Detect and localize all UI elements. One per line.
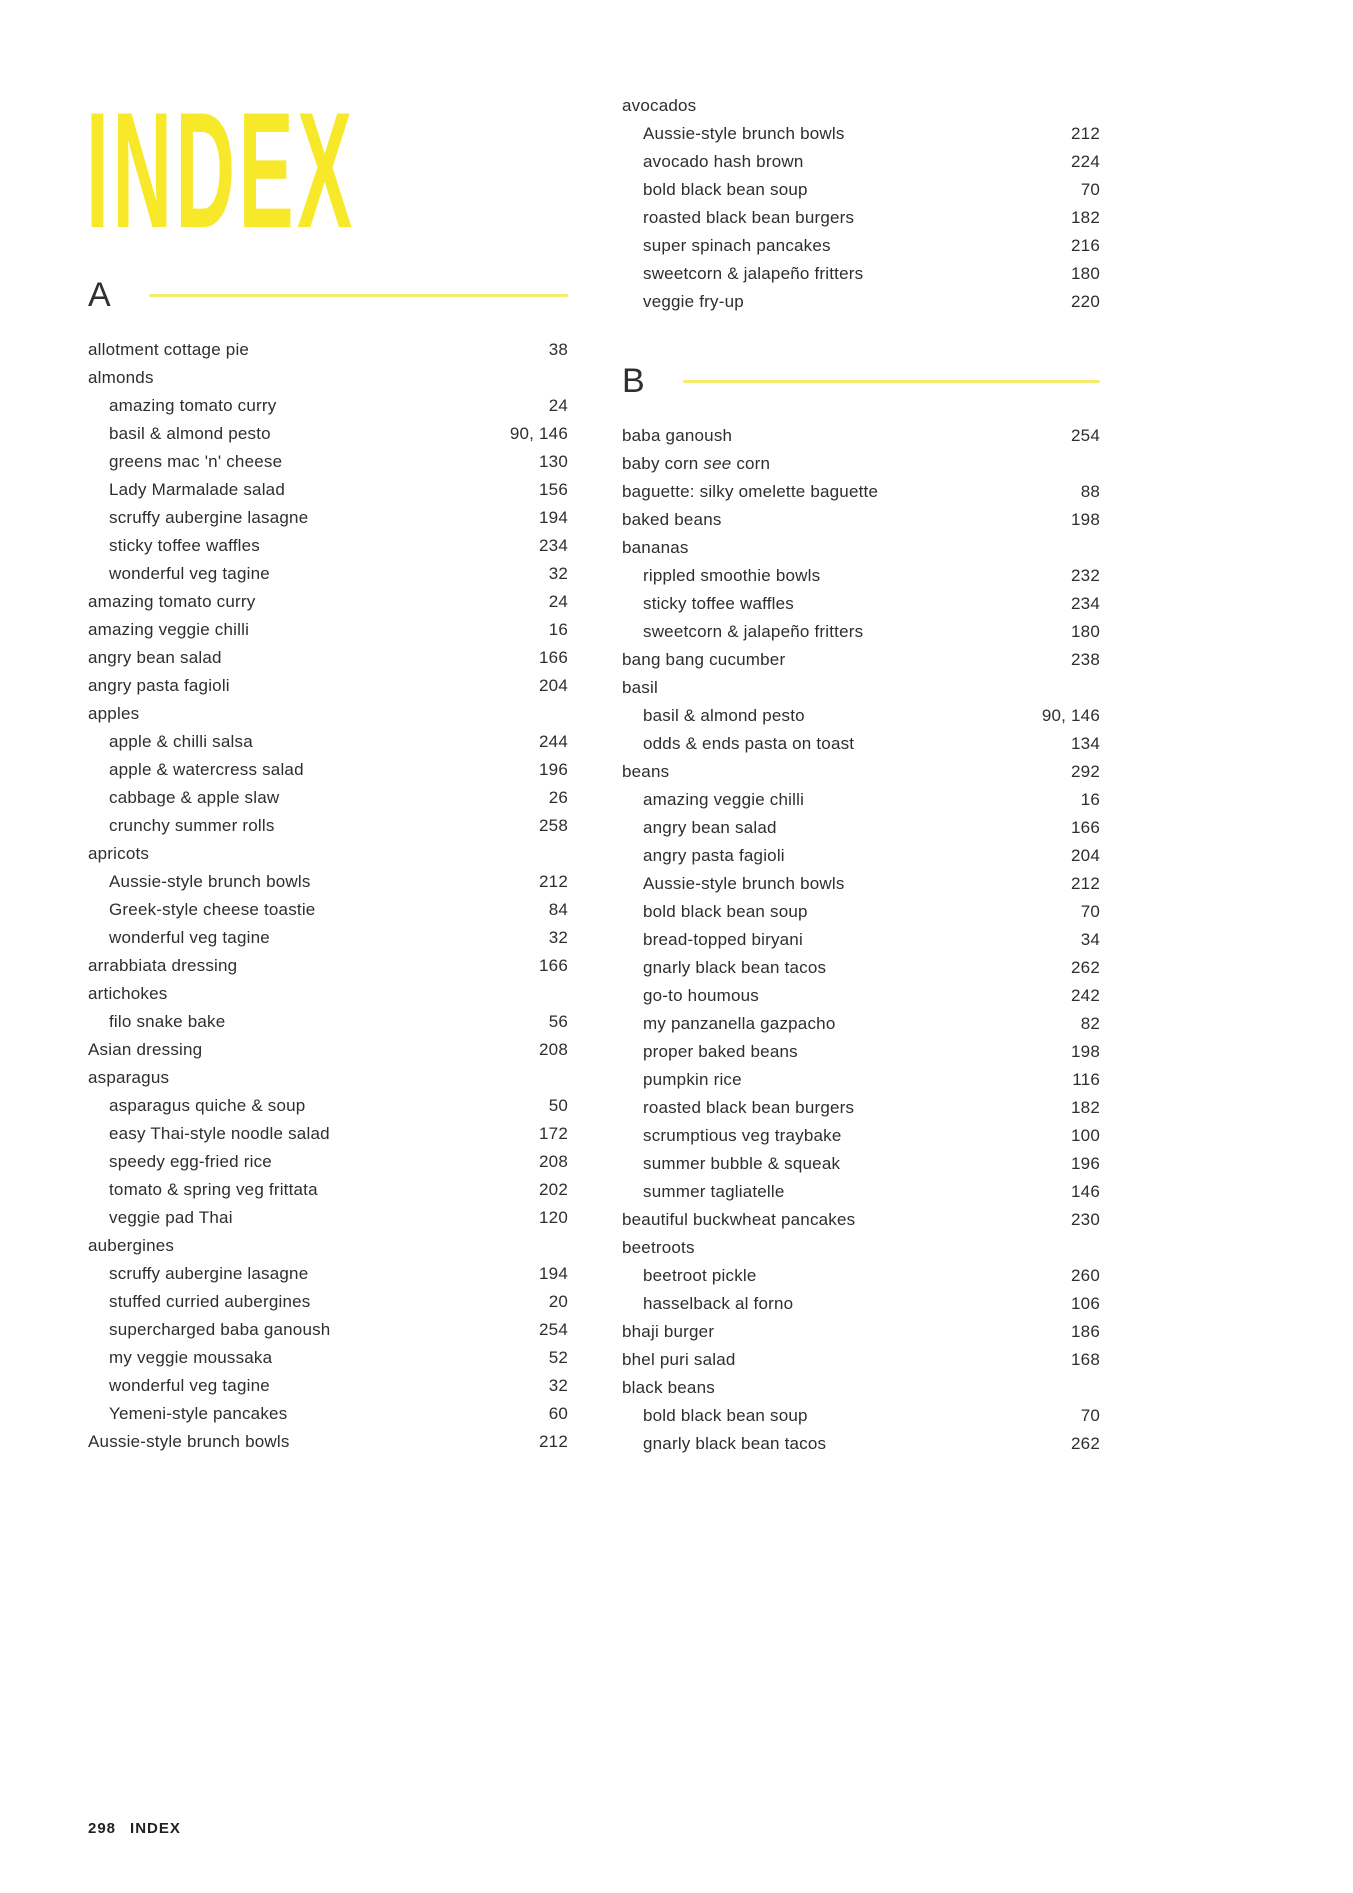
entry-page-numbers: 24 [548, 396, 568, 415]
index-entry [622, 292, 1100, 320]
entry-page-numbers: 216 [1071, 236, 1100, 255]
index-entry [88, 788, 568, 816]
index-entry [88, 1320, 568, 1348]
index-entry [88, 1348, 568, 1376]
page-footer [88, 1820, 181, 1837]
index-entry [622, 762, 1100, 790]
section-rule [149, 294, 568, 297]
entry-label: baguette: silky omelette baguette [622, 482, 879, 501]
entry-label: artichokes [88, 984, 168, 1003]
entry-label: Aussie-style brunch bowls [643, 124, 845, 143]
index-entry [88, 396, 568, 424]
entry-page-numbers: 84 [548, 900, 568, 919]
index-entry [622, 958, 1100, 986]
index-entry [622, 1210, 1100, 1238]
entry-label: asparagus [88, 1068, 170, 1087]
entry-label: cabbage & apple slaw [109, 788, 280, 807]
entry-page-numbers: 208 [539, 1152, 568, 1171]
index-entry [622, 1014, 1100, 1042]
index-entry [88, 340, 568, 368]
section-letter: A [88, 276, 111, 314]
entry-label: beans [622, 762, 670, 781]
entry-label: sweetcorn & jalapeño fritters [643, 622, 864, 641]
entry-page-numbers: 220 [1071, 292, 1100, 311]
entry-page-numbers: 116 [1072, 1070, 1100, 1089]
index-entry [88, 1292, 568, 1320]
index-entry [88, 1040, 568, 1068]
entry-label: Lady Marmalade salad [109, 480, 285, 499]
index-entry [622, 1406, 1100, 1434]
index-entry [622, 846, 1100, 874]
section-letter: B [622, 362, 645, 400]
index-entry [622, 1266, 1100, 1294]
entry-page-numbers: 166 [539, 648, 568, 667]
index-entry [622, 180, 1100, 208]
entry-page-numbers: 182 [1071, 208, 1100, 227]
entry-page-numbers: 82 [1080, 1014, 1100, 1033]
entry-label: angry bean salad [643, 818, 777, 837]
index-entry [622, 818, 1100, 846]
entry-label: Aussie-style brunch bowls [643, 874, 845, 893]
entry-label: stuffed curried aubergines [109, 1292, 311, 1311]
entry-list [88, 340, 568, 1460]
entry-label: baked beans [622, 510, 722, 529]
entry-label: apple & chilli salsa [109, 732, 253, 751]
entry-page-numbers: 26 [548, 788, 568, 807]
entry-page-numbers: 232 [1071, 566, 1100, 585]
entry-page-numbers: 196 [1071, 1154, 1100, 1173]
index-entry [622, 986, 1100, 1014]
entry-label: greens mac 'n' cheese [109, 452, 283, 471]
entry-label: scruffy aubergine lasagne [109, 508, 309, 527]
index-entry [622, 1378, 1100, 1406]
index-entry [88, 816, 568, 844]
index-entry [622, 1434, 1100, 1462]
entry-page-numbers: 202 [539, 1180, 568, 1199]
index-entry [88, 956, 568, 984]
entry-label: Yemeni-style pancakes [109, 1404, 288, 1423]
entry-page-numbers: 196 [539, 760, 568, 779]
entry-page-numbers: 166 [539, 956, 568, 975]
index-entry [622, 650, 1100, 678]
entry-label: pumpkin rice [643, 1070, 742, 1089]
entry-page-numbers: 34 [1080, 930, 1100, 949]
entry-label: scruffy aubergine lasagne [109, 1264, 309, 1283]
entry-page-numbers: 16 [548, 620, 568, 639]
entry-page-numbers: 56 [548, 1012, 568, 1031]
index-entry [88, 1208, 568, 1236]
entry-page-numbers: 180 [1071, 264, 1100, 283]
entry-label: gnarly black bean tacos [643, 1434, 827, 1453]
index-entry [622, 208, 1100, 236]
index-entry [622, 566, 1100, 594]
entry-page-numbers: 146 [1071, 1182, 1100, 1201]
entry-label: amazing veggie chilli [88, 620, 250, 639]
index-entry [88, 1152, 568, 1180]
entry-label: amazing tomato curry [88, 592, 256, 611]
index-entry [88, 424, 568, 452]
entry-page-numbers: 172 [539, 1124, 568, 1143]
index-entry [88, 732, 568, 760]
index-entry [88, 1376, 568, 1404]
entry-page-numbers: 234 [539, 536, 568, 555]
footer-label: INDEX [130, 1820, 181, 1837]
index-entry [88, 1236, 568, 1264]
entry-label: veggie pad Thai [109, 1208, 233, 1227]
entry-page-numbers: 182 [1071, 1098, 1100, 1117]
index-entry [622, 1042, 1100, 1070]
entry-page-numbers: 242 [1071, 986, 1100, 1005]
entry-page-numbers: 204 [1071, 846, 1100, 865]
index-entry [622, 1070, 1100, 1098]
index-entry [622, 454, 1100, 482]
entry-page-numbers: 212 [1071, 874, 1100, 893]
entry-label: black beans [622, 1378, 715, 1397]
index-entry [622, 264, 1100, 292]
entry-page-numbers: 120 [539, 1208, 568, 1227]
index-entry [88, 844, 568, 872]
entry-label: Aussie-style brunch bowls [109, 872, 311, 891]
entry-page-numbers: 88 [1080, 482, 1100, 501]
index-entry [622, 1294, 1100, 1322]
index-entry [88, 1180, 568, 1208]
index-entry [622, 1350, 1100, 1378]
entry-page-numbers: 224 [1071, 152, 1100, 171]
entry-page-numbers: 238 [1071, 650, 1100, 669]
entry-list [622, 96, 1100, 320]
entry-page-numbers: 212 [539, 872, 568, 891]
index-entry [622, 236, 1100, 264]
entry-label: sticky toffee waffles [643, 594, 794, 613]
page-title: INDEX [86, 78, 356, 262]
entry-page-numbers: 130 [539, 452, 568, 471]
entry-label: tomato & spring veg frittata [109, 1180, 318, 1199]
entry-page-numbers: 90, 146 [509, 424, 568, 443]
entry-label: bhel puri salad [622, 1350, 736, 1369]
entry-label: gnarly black bean tacos [643, 958, 827, 977]
entry-label: proper baked beans [643, 1042, 798, 1061]
entry-label: basil [622, 678, 658, 697]
footer-page-number: 298 [88, 1820, 117, 1837]
section-heading-a [88, 278, 568, 312]
entry-label: beautiful buckwheat pancakes [622, 1210, 856, 1229]
entry-page-numbers: 70 [1080, 180, 1100, 199]
entry-page-numbers: 208 [539, 1040, 568, 1059]
entry-label: Asian dressing [88, 1040, 203, 1059]
index-entry [88, 564, 568, 592]
entry-page-numbers: 234 [1071, 594, 1100, 613]
entry-page-numbers: 24 [548, 592, 568, 611]
entry-page-numbers: 198 [1071, 1042, 1100, 1061]
entry-label: summer tagliatelle [643, 1182, 785, 1201]
entry-label: go-to houmous [643, 986, 760, 1005]
entry-label: basil & almond pesto [643, 706, 805, 725]
index-entry [88, 1124, 568, 1152]
entry-page-numbers: 134 [1071, 734, 1100, 753]
index-entry [622, 510, 1100, 538]
entry-page-numbers: 292 [1071, 762, 1100, 781]
entry-page-numbers: 230 [1071, 1210, 1100, 1229]
entry-label: asparagus quiche & soup [109, 1096, 306, 1115]
index-entry [622, 706, 1100, 734]
entry-label: aubergines [88, 1236, 175, 1255]
entry-list [622, 426, 1100, 1462]
index-entry [622, 96, 1100, 124]
index-entry [622, 1154, 1100, 1182]
entry-label: beetroots [622, 1238, 695, 1257]
index-entry [88, 480, 568, 508]
index-entry [622, 482, 1100, 510]
entry-page-numbers: 194 [539, 1264, 568, 1283]
index-entry [88, 508, 568, 536]
index-entry [88, 676, 568, 704]
entry-label: wonderful veg tagine [109, 1376, 270, 1395]
entry-label: amazing veggie chilli [643, 790, 805, 809]
index-entry [88, 648, 568, 676]
entry-label: allotment cottage pie [88, 340, 250, 359]
entry-label: scrumptious veg traybake [643, 1126, 842, 1145]
entry-page-numbers: 52 [548, 1348, 568, 1367]
index-entry [88, 1068, 568, 1096]
entry-page-numbers: 204 [539, 676, 568, 695]
entry-label: avocado hash brown [643, 152, 804, 171]
entry-label: summer bubble & squeak [643, 1154, 841, 1173]
entry-page-numbers: 106 [1071, 1294, 1100, 1313]
index-entry [88, 900, 568, 928]
entry-page-numbers: 90, 146 [1041, 706, 1100, 725]
entry-label: angry pasta fagioli [643, 846, 785, 865]
index-entry [88, 1096, 568, 1124]
index-entry [88, 1404, 568, 1432]
entry-page-numbers: 100 [1071, 1126, 1100, 1145]
entry-page-numbers: 186 [1071, 1322, 1100, 1341]
index-entry [88, 368, 568, 396]
entry-label: wonderful veg tagine [109, 928, 270, 947]
entry-page-numbers: 32 [548, 564, 568, 583]
entry-page-numbers: 70 [1080, 1406, 1100, 1425]
entry-page-numbers: 70 [1080, 902, 1100, 921]
index-entry [622, 1098, 1100, 1126]
entry-label: bold black bean soup [643, 902, 808, 921]
entry-label: apricots [88, 844, 150, 863]
entry-label: bang bang cucumber [622, 650, 786, 669]
entry-page-numbers: 32 [548, 928, 568, 947]
index-entry [622, 152, 1100, 180]
entry-page-numbers: 38 [548, 340, 568, 359]
index-entry [622, 124, 1100, 152]
entry-label: wonderful veg tagine [109, 564, 270, 583]
entry-label: Aussie-style brunch bowls [88, 1432, 290, 1451]
entry-label: odds & ends pasta on toast [643, 734, 855, 753]
index-entry [88, 984, 568, 1012]
entry-page-numbers: 156 [539, 480, 568, 499]
entry-label: roasted black bean burgers [643, 208, 855, 227]
index-entry [622, 1238, 1100, 1266]
entry-label: bhaji burger [622, 1322, 715, 1341]
entry-page-numbers: 50 [548, 1096, 568, 1115]
index-entry [622, 902, 1100, 930]
entry-label: apples [88, 704, 140, 723]
entry-label: filo snake bake [109, 1012, 226, 1031]
entry-page-numbers: 212 [1071, 124, 1100, 143]
entry-label: apple & watercress salad [109, 760, 304, 779]
entry-page-numbers: 244 [539, 732, 568, 751]
entry-page-numbers: 254 [539, 1320, 568, 1339]
entry-page-numbers: 166 [1071, 818, 1100, 837]
entry-label: hasselback al forno [643, 1294, 794, 1313]
index-entry [88, 536, 568, 564]
entry-page-numbers: 168 [1071, 1350, 1100, 1369]
entry-page-numbers: 262 [1071, 1434, 1100, 1453]
entry-label: my panzanella gazpacho [643, 1014, 836, 1033]
entry-page-numbers: 194 [539, 508, 568, 527]
index-entry [88, 1432, 568, 1460]
see-reference: see [698, 454, 737, 473]
entry-label: bold black bean soup [643, 1406, 808, 1425]
entry-label: beetroot pickle [643, 1266, 757, 1285]
entry-label: easy Thai-style noodle salad [109, 1124, 330, 1143]
entry-label: arrabbiata dressing [88, 956, 238, 975]
section-rule [683, 380, 1100, 383]
entry-label: rippled smoothie bowls [643, 566, 821, 585]
entry-label: my veggie moussaka [109, 1348, 273, 1367]
index-entry [88, 620, 568, 648]
index-entry [622, 874, 1100, 902]
entry-page-numbers: 258 [539, 816, 568, 835]
entry-label: sticky toffee waffles [109, 536, 260, 555]
index-column-left [88, 278, 568, 1460]
entry-label: angry pasta fagioli [88, 676, 230, 695]
entry-label: veggie fry-up [643, 292, 744, 311]
entry-label: super spinach pancakes [643, 236, 831, 255]
entry-page-numbers: 16 [1080, 790, 1100, 809]
entry-label: baby corn see corn [622, 454, 771, 473]
entry-label: roasted black bean burgers [643, 1098, 855, 1117]
index-entry [622, 1182, 1100, 1210]
entry-page-numbers: 60 [548, 1404, 568, 1423]
entry-page-numbers: 198 [1071, 510, 1100, 529]
index-column-right [622, 96, 1100, 1462]
index-entry [622, 538, 1100, 566]
entry-label: speedy egg-fried rice [109, 1152, 272, 1171]
index-entry [88, 928, 568, 956]
entry-label: angry bean salad [88, 648, 222, 667]
index-entry [622, 594, 1100, 622]
entry-page-numbers: 260 [1071, 1266, 1100, 1285]
index-entry [622, 1126, 1100, 1154]
entry-label: bold black bean soup [643, 180, 808, 199]
index-entry [88, 452, 568, 480]
index-entry [88, 704, 568, 732]
section-heading-b [622, 364, 1100, 398]
index-entry [622, 678, 1100, 706]
entry-label: baba ganoush [622, 426, 733, 445]
entry-label: amazing tomato curry [109, 396, 277, 415]
index-entry [622, 930, 1100, 958]
entry-label: supercharged baba ganoush [109, 1320, 331, 1339]
index-entry [622, 1322, 1100, 1350]
entry-label: bread-topped biryani [643, 930, 803, 949]
entry-label: basil & almond pesto [109, 424, 271, 443]
entry-page-numbers: 20 [548, 1292, 568, 1311]
entry-label: sweetcorn & jalapeño fritters [643, 264, 864, 283]
index-entry [622, 734, 1100, 762]
entry-label: almonds [88, 368, 154, 387]
entry-label: Greek-style cheese toastie [109, 900, 316, 919]
index-entry [622, 790, 1100, 818]
entry-label: avocados [622, 96, 697, 115]
entry-page-numbers: 180 [1071, 622, 1100, 641]
index-entry [88, 592, 568, 620]
entry-page-numbers: 262 [1071, 958, 1100, 977]
entry-label: bananas [622, 538, 689, 557]
entry-page-numbers: 212 [539, 1432, 568, 1451]
index-entry [622, 426, 1100, 454]
entry-label: crunchy summer rolls [109, 816, 275, 835]
entry-page-numbers: 32 [548, 1376, 568, 1395]
index-entry [88, 872, 568, 900]
index-entry [88, 1012, 568, 1040]
index-entry [88, 760, 568, 788]
entry-page-numbers: 254 [1071, 426, 1100, 445]
index-entry [88, 1264, 568, 1292]
index-entry [622, 622, 1100, 650]
